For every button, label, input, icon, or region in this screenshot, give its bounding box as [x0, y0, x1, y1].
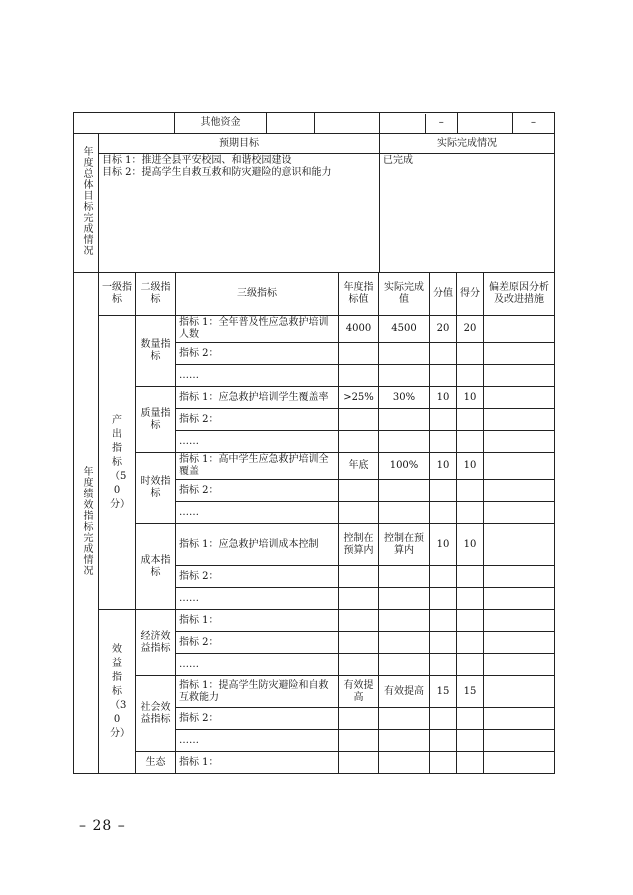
- score-value: [430, 502, 457, 524]
- actual-value: [379, 654, 430, 676]
- deviation-note: [484, 676, 555, 708]
- indicator-name: 指标 2：: [176, 708, 339, 730]
- annual-goal-side-text: 年度总体目标完成情况: [81, 146, 92, 256]
- indicator-name: ……: [176, 654, 339, 676]
- indicator-name: 指标 2：: [176, 409, 339, 431]
- header-target: 年度指标值: [339, 273, 379, 316]
- actual-value: [379, 632, 430, 654]
- indicator-name: 指标 1：提高学生防灾避险和自救互救能力: [176, 676, 339, 708]
- indicator-name: 指标 1：高中学生应急救护培训全覆盖: [176, 453, 339, 480]
- performance-side-label: [74, 273, 99, 774]
- target-value: [339, 502, 379, 524]
- score-value: 10: [430, 387, 457, 409]
- header-row: [74, 273, 555, 316]
- actual-value: [379, 566, 430, 588]
- indicator-name: ……: [176, 365, 339, 387]
- deviation-note: [484, 610, 555, 632]
- header-level3: 三级指标: [176, 273, 339, 316]
- deviation-note: [484, 502, 555, 524]
- header-score-value: 分值: [430, 273, 457, 316]
- score-got: 10: [457, 524, 484, 566]
- indicator-name: 指标 2：: [176, 566, 339, 588]
- group-cost: 成本指标: [136, 524, 176, 610]
- deviation-note: [484, 566, 555, 588]
- target-value: [339, 752, 379, 774]
- table-row: [74, 453, 555, 480]
- target-value: [339, 708, 379, 730]
- target-value: 控制在预算内: [339, 524, 379, 566]
- indicator-name: ……: [176, 730, 339, 752]
- header-score-got: 得分: [457, 273, 484, 316]
- output-label: [99, 316, 136, 610]
- score-got: [457, 588, 484, 610]
- header-level2: 二级指标: [136, 273, 176, 316]
- score-got: [457, 343, 484, 365]
- goal-2: 目标 2：提高学生自救互救和防灾避险的意识和能力: [102, 167, 332, 178]
- score-value: [430, 730, 457, 752]
- actual-value: [379, 730, 430, 752]
- performance-table: [73, 272, 555, 774]
- actual-value: [379, 588, 430, 610]
- indicator-name: 指标 1：全年普及性应急救护培训人数: [176, 316, 339, 343]
- score-got: 15: [457, 676, 484, 708]
- score-value: [430, 610, 457, 632]
- table-row: [74, 316, 555, 343]
- funding-label: 其他资金: [175, 113, 267, 134]
- deviation-note: [484, 752, 555, 774]
- target-value: [339, 431, 379, 453]
- actual-status: 已完成: [380, 154, 555, 273]
- indicator-name: ……: [176, 502, 339, 524]
- score-got: [457, 708, 484, 730]
- score-got: [457, 502, 484, 524]
- group-quality: 质量指标: [136, 387, 176, 453]
- indicator-name: ……: [176, 588, 339, 610]
- score-got: 10: [457, 453, 484, 480]
- score-got: [457, 566, 484, 588]
- funding-cell: [315, 113, 380, 134]
- group-timeliness: 时效指标: [136, 453, 176, 524]
- expected-header: 预期目标: [99, 134, 380, 154]
- target-value: 4000: [339, 316, 379, 343]
- score-value: [430, 343, 457, 365]
- blank-cell: [74, 113, 175, 134]
- actual-value: 30%: [379, 387, 430, 409]
- deviation-note: [484, 431, 555, 453]
- target-value: [339, 654, 379, 676]
- deviation-note: [484, 632, 555, 654]
- score-value: [430, 588, 457, 610]
- deviation-note: [484, 480, 555, 502]
- score-got: [457, 752, 484, 774]
- deviation-note: [484, 654, 555, 676]
- benefit-label-text: 效益指标（30分）: [110, 643, 130, 739]
- actual-value: [379, 365, 430, 387]
- deviation-note: [484, 343, 555, 365]
- score-value: [430, 566, 457, 588]
- table-row: [74, 387, 555, 409]
- goal-1: 目标 1：推进全县平安校园、和谐校园建设: [102, 155, 292, 166]
- actual-value: [379, 343, 430, 365]
- header-level1: 一级指标: [99, 273, 136, 316]
- actual-value: [379, 502, 430, 524]
- funding-table: [73, 112, 555, 134]
- actual-value: [379, 752, 430, 774]
- score-got: [457, 480, 484, 502]
- score-got: [457, 730, 484, 752]
- score-got: 20: [457, 316, 484, 343]
- indicator-name: 指标 1：: [176, 610, 339, 632]
- score-got: 10: [457, 387, 484, 409]
- performance-side-text: 年度绩效指标完成情况: [81, 466, 92, 576]
- deviation-note: [484, 453, 555, 480]
- group-social: 社会效益指标: [136, 676, 176, 752]
- score-got: [457, 632, 484, 654]
- actual-value: 控制在预算内: [379, 524, 430, 566]
- deviation-note: [484, 524, 555, 566]
- indicator-name: 指标 2：: [176, 480, 339, 502]
- deviation-note: [484, 316, 555, 343]
- actual-value: 4500: [379, 316, 430, 343]
- indicator-name: 指标 2：: [176, 632, 339, 654]
- target-value: [339, 730, 379, 752]
- indicator-name: 指标 1：: [176, 752, 339, 774]
- annual-goal-table: [73, 133, 555, 273]
- deviation-note: [484, 409, 555, 431]
- funding-subcell: –: [425, 114, 457, 133]
- deviation-note: [484, 387, 555, 409]
- actual-value: [379, 480, 430, 502]
- score-value: 15: [430, 676, 457, 708]
- header-actual: 实际完成值: [379, 273, 430, 316]
- table-row: [74, 610, 555, 632]
- actual-value: [379, 708, 430, 730]
- score-value: [430, 409, 457, 431]
- score-value: [430, 708, 457, 730]
- score-got: [457, 431, 484, 453]
- score-value: [430, 365, 457, 387]
- deviation-note: [484, 588, 555, 610]
- indicator-name: 指标 2：: [176, 343, 339, 365]
- score-value: 10: [430, 524, 457, 566]
- benefit-label: [99, 610, 136, 774]
- score-got: [457, 654, 484, 676]
- actual-value: [379, 431, 430, 453]
- header-deviation: 偏差原因分析及改进措施: [484, 273, 555, 316]
- score-value: [430, 480, 457, 502]
- annual-goal-side-label: [74, 134, 99, 273]
- group-ecological: 生态: [136, 752, 176, 774]
- target-value: 年底: [339, 453, 379, 480]
- expected-goals: [99, 154, 380, 273]
- group-economic: 经济效益指标: [136, 610, 176, 676]
- deviation-note: [484, 708, 555, 730]
- page-number: – 28 –: [79, 818, 126, 834]
- indicator-name: 指标 1：应急救护培训学生覆盖率: [176, 387, 339, 409]
- score-value: [430, 431, 457, 453]
- table-row: [74, 752, 555, 774]
- score-value: 10: [430, 453, 457, 480]
- target-value: [339, 409, 379, 431]
- funding-cell: [380, 113, 458, 134]
- score-got: [457, 610, 484, 632]
- target-value: [339, 343, 379, 365]
- target-value: [339, 365, 379, 387]
- score-value: [430, 654, 457, 676]
- score-got: [457, 365, 484, 387]
- actual-value: 100%: [379, 453, 430, 480]
- score-value: [430, 632, 457, 654]
- score-value: 20: [430, 316, 457, 343]
- actual-value: [379, 409, 430, 431]
- funding-row: [74, 113, 555, 134]
- funding-cell: [458, 113, 513, 134]
- score-got: [457, 409, 484, 431]
- funding-cell: –: [513, 113, 555, 134]
- target-value: 有效提高: [339, 676, 379, 708]
- target-value: >25%: [339, 387, 379, 409]
- deviation-note: [484, 730, 555, 752]
- funding-cell: [267, 113, 315, 134]
- indicator-name: 指标 1：应急救护培训成本控制: [176, 524, 339, 566]
- target-value: [339, 566, 379, 588]
- table-row: [74, 676, 555, 708]
- group-quantity: 数量指标: [136, 316, 176, 387]
- output-label-text: 产出指标（50分）: [110, 414, 130, 510]
- indicator-name: ……: [176, 431, 339, 453]
- actual-header: 实际完成情况: [380, 134, 555, 154]
- funding-subcell: [380, 114, 425, 133]
- table-row: [74, 524, 555, 566]
- score-value: [430, 752, 457, 774]
- actual-value: 有效提高: [379, 676, 430, 708]
- target-value: [339, 610, 379, 632]
- deviation-note: [484, 365, 555, 387]
- target-value: [339, 480, 379, 502]
- target-value: [339, 632, 379, 654]
- actual-value: [379, 610, 430, 632]
- target-value: [339, 588, 379, 610]
